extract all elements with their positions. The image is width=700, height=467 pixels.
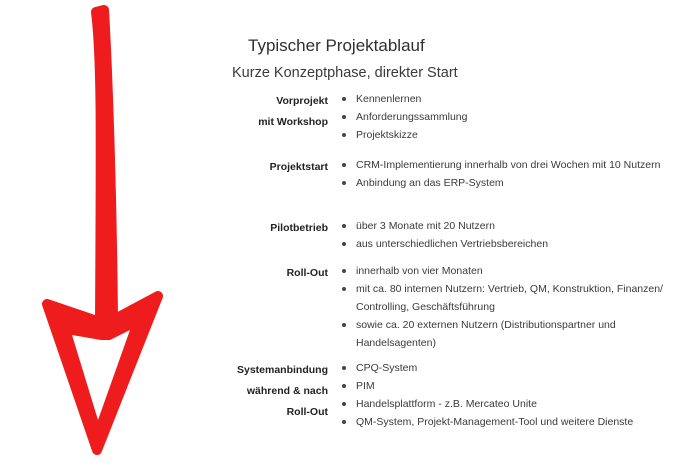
phase-vorprojekt <box>220 90 690 156</box>
page-subtitle: Kurze Konzeptphase, direkter Start <box>232 65 458 81</box>
phase-label: Roll-Out <box>286 267 328 279</box>
list-item: Anbindung an das ERP-System <box>342 174 672 192</box>
phase-table <box>220 90 690 437</box>
list-item: Handelsplattform - z.B. Mercateo Unite <box>342 395 672 413</box>
list-item: aus unterschiedlichen Vertriebsbereichen <box>342 235 672 253</box>
phase-projektstart <box>220 156 690 217</box>
phase-item-list <box>328 156 672 192</box>
arrow-down-icon <box>0 0 210 467</box>
phase-label: Vorprojekt mit Workshop <box>258 95 328 128</box>
phase-pilotbetrieb <box>220 217 690 262</box>
phase-label: Pilotbetrieb <box>270 222 328 234</box>
list-item: CPQ-System <box>342 359 672 377</box>
phase-label: Projektstart <box>269 161 328 173</box>
phase-roll-out <box>220 262 690 359</box>
phase-item-list <box>328 262 672 352</box>
phase-item-list <box>328 359 672 431</box>
page-title: Typischer Projektablauf <box>248 36 425 55</box>
list-item: Anforderungssammlung <box>342 108 672 126</box>
list-item: sowie ca. 20 externen Nutzern (Distributionspartner und Handelsagenten) <box>342 316 672 352</box>
phase-systemanbindung <box>220 359 690 437</box>
list-item: Projektskizze <box>342 126 672 144</box>
phase-label: Systemanbindung während & nach Roll-Out <box>236 364 328 418</box>
list-item: PIM <box>342 377 672 395</box>
list-item: Kennenlernen <box>342 90 672 108</box>
list-item: mit ca. 80 internen Nutzern: Vertrieb, QM, Konstruktion, Finanzen/ Controlling, Geschäftsführung <box>342 280 672 316</box>
list-item: innerhalb von vier Monaten <box>342 262 672 280</box>
phase-item-list <box>328 217 672 253</box>
list-item: CRM-Implementierung innerhalb von drei Wochen mit 10 Nutzern <box>342 156 672 174</box>
list-item: QM-System, Projekt-Management-Tool und weitere Dienste <box>342 413 672 431</box>
list-item: über 3 Monate mit 20 Nutzern <box>342 217 672 235</box>
phase-item-list <box>328 90 672 144</box>
